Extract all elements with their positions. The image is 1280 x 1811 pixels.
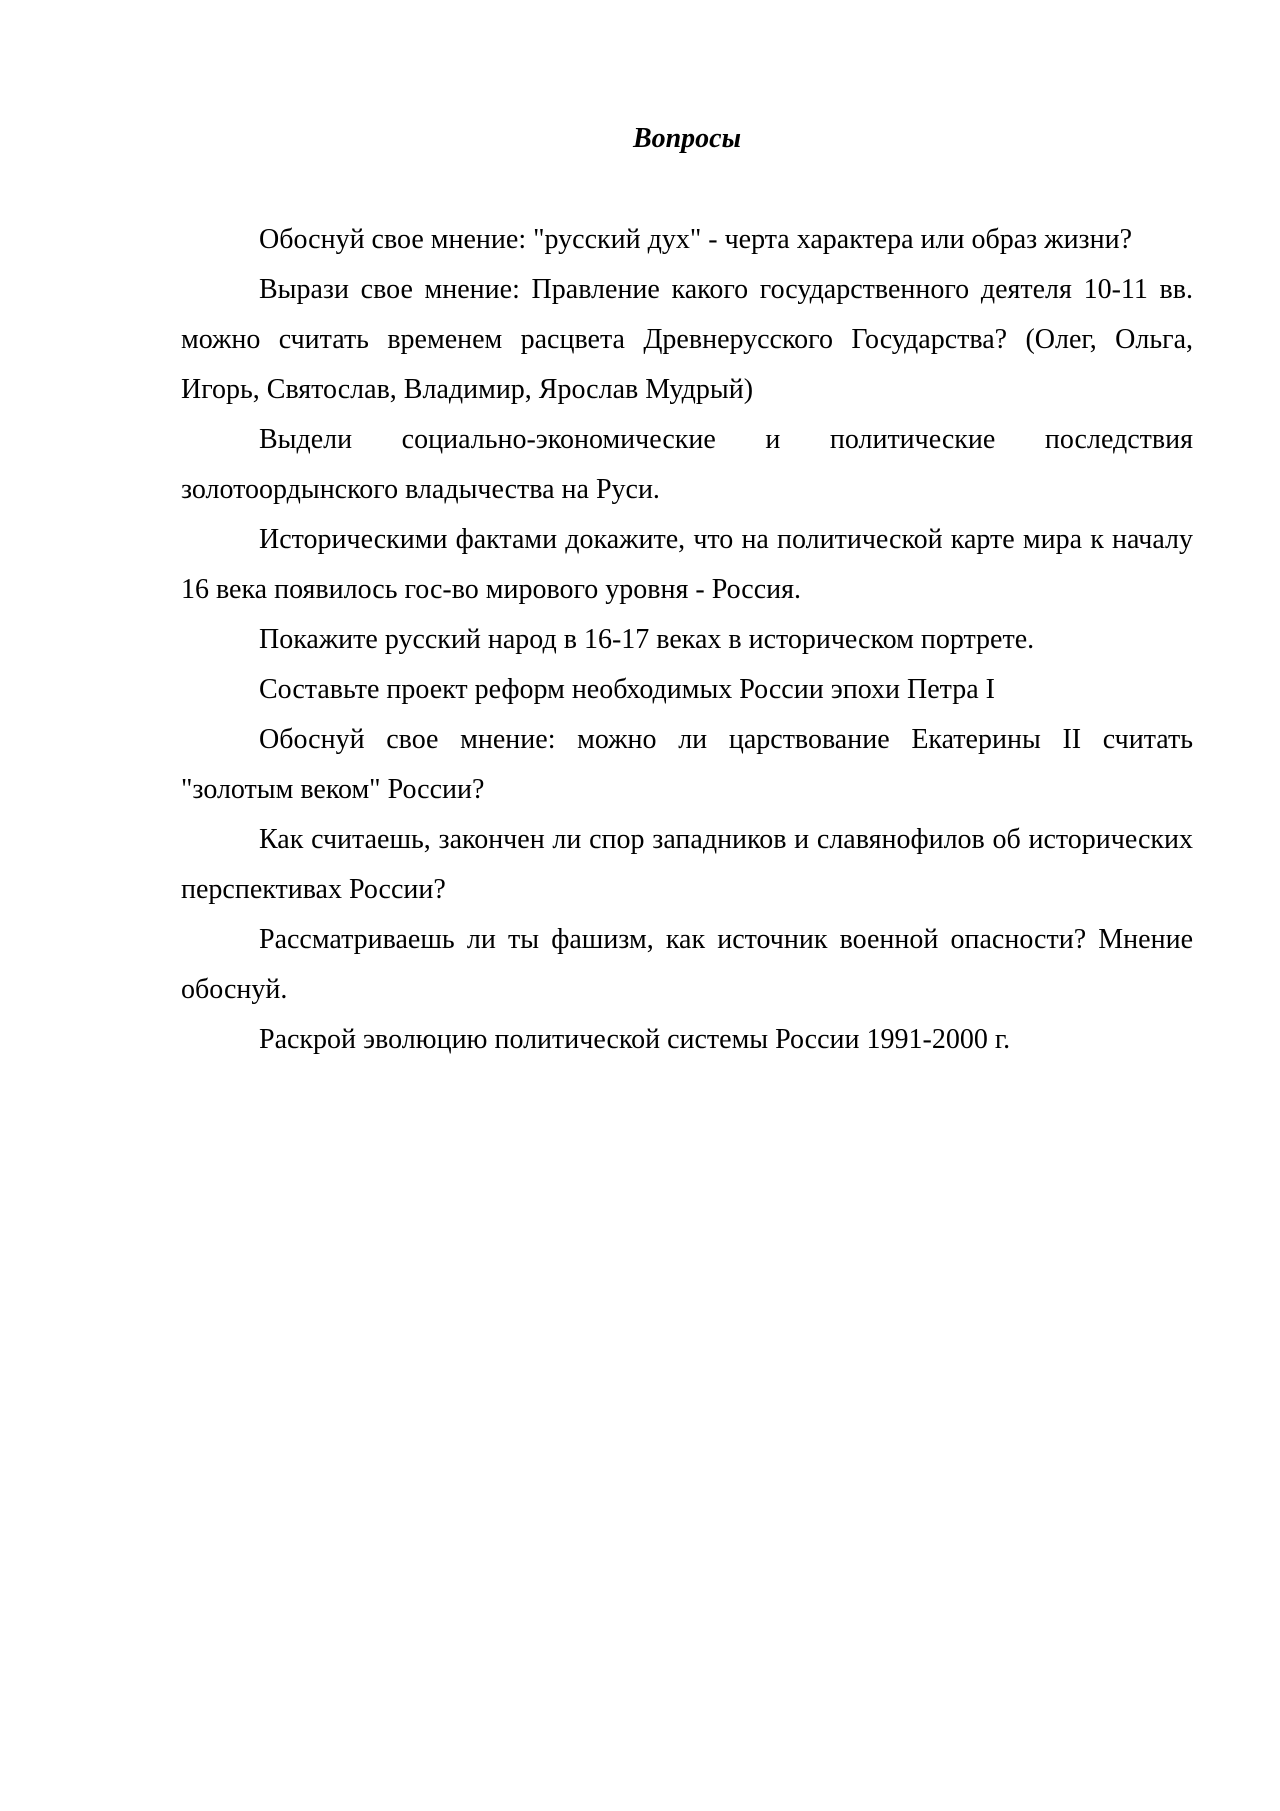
question-paragraph: Покажите русский народ в 16-17 веках в историческом портрете. bbox=[259, 624, 1035, 655]
question-paragraph: Как считаешь, закончен ли спор западников и славянофилов об исторических перспективах России? bbox=[181, 824, 1193, 905]
question-paragraph: Выдели социально-экономические и политические последствия золотоордынского владычества на Руси. bbox=[181, 424, 1193, 505]
question-paragraph: Раскрой эволюцию политической системы России 1991-2000 г. bbox=[259, 1024, 1011, 1055]
question-paragraph: Рассматриваешь ли ты фашизм, как источник военной опасности? Мнение обоснуй. bbox=[181, 924, 1193, 1005]
question-paragraph: Историческими фактами докажите, что на политической карте мира к началу 16 века появилось гос-во мирового уровня - Россия. bbox=[181, 524, 1193, 605]
question-list bbox=[181, 215, 1193, 1065]
question-paragraph: Обоснуй свое мнение: можно ли царствование Екатерины II считать "золотым веком" России? bbox=[181, 724, 1193, 805]
document-title: Вопросы bbox=[632, 123, 742, 154]
question-paragraph: Составьте проект реформ необходимых России эпохи Петра I bbox=[259, 674, 995, 705]
question-paragraph: Вырази свое мнение: Правление какого государственного деятеля 10-11 вв. можно считать временем расцвета Древнерусского Государства? (Олег, Ольга, Игорь, Святослав, Владимир, Ярослав Мудрый) bbox=[181, 274, 1193, 405]
question-paragraph: Обоснуй свое мнение: "русский дух" - черта характера или образ жизни? bbox=[259, 224, 1133, 255]
